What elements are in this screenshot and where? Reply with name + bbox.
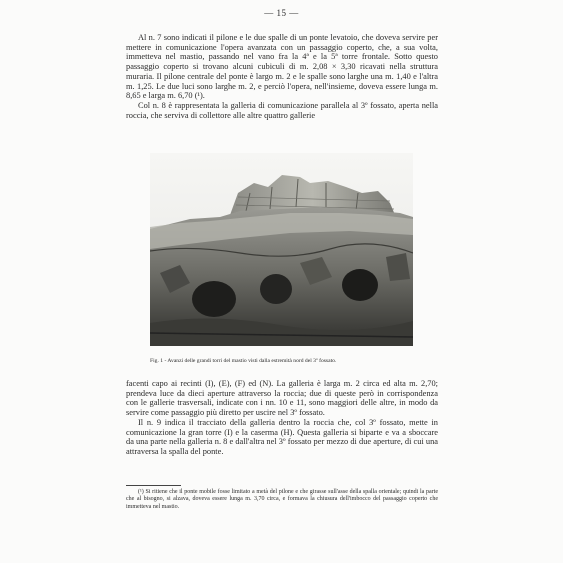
paragraph: Al n. 7 sono indicati il pilone e le due spalle di un ponte levatoio, che doveva servire per mettere in comunicazione l'opera avanzata con un passaggio coperto, che, a sua volta, immetteva nel mastio, passando nel vano fra la 4ª e la 5ª torre frontale. Sotto questo passaggio coperto si trovano alcuni cubiculi di m. 2,08 × 3,30 ricavati nella struttura muraria. Il pilone centrale del ponte è largo m. 2 e le spalle sono larghe una m. 1,40 e l'altra m. 1,25. Le due luci sono larghe m. 2, e perciò l'opera, nell'insieme, doveva essere lunga m. 8,65 e larga m. 6,70 (¹). [126,33,438,101]
footnote-rule [126,485,181,486]
figure-caption: Fig. 1 - Avanzi delle grandi torri del mastio visti dalla estremità nord del 3º fossato. [150,358,337,364]
footnote [126,489,438,511]
text-block-bottom [126,379,438,457]
paragraph: Col n. 8 è rappresentata la galleria di comunicazione parallela al 3º fossato, aperta nella roccia, che serviva di collettore alle altre quattro gallerie [126,100,438,120]
footnote-text: (¹) Si ritiene che il ponte mobile fosse limitato a metà del pilone e che girasse sull'asse della spalla orientale; quindi la parte che al bisogno, si alzava, doveva essere lunga m. 3,70 circa, e formava la chiusura dell'imbocco del passaggio coperto che immetteva nel mastio. [126,489,438,510]
text-block-top [126,33,438,120]
figure-photo [150,153,413,346]
paragraph: facenti capo ai recinti (I), (E), (F) ed (N). La galleria è larga m. 2 circa ed alta m. 2,70; prendeva luce da dieci aperture attraverso la roccia; due di queste però in corrispondenza con le gallerie trasversali, indicate con i nn. 10 e 11, sono maggiori delle altre, in modo da servire come passaggio più diretto per uscire nel 3º fossato. [126,379,438,418]
page-number: — 15 — [264,8,299,18]
paragraph: Il n. 9 indica il tracciato della galleria dentro la roccia che, col 3º fossato, mette in comunicazione la gran torre (I) e la caserma (H). Questa galleria si biparte e va a sboccare da una parte nella galleria n. 8 e dall'altra nel 3º fossato per mezzo di due aperture, di cui una attraversa la spalla del ponte. [126,417,438,456]
